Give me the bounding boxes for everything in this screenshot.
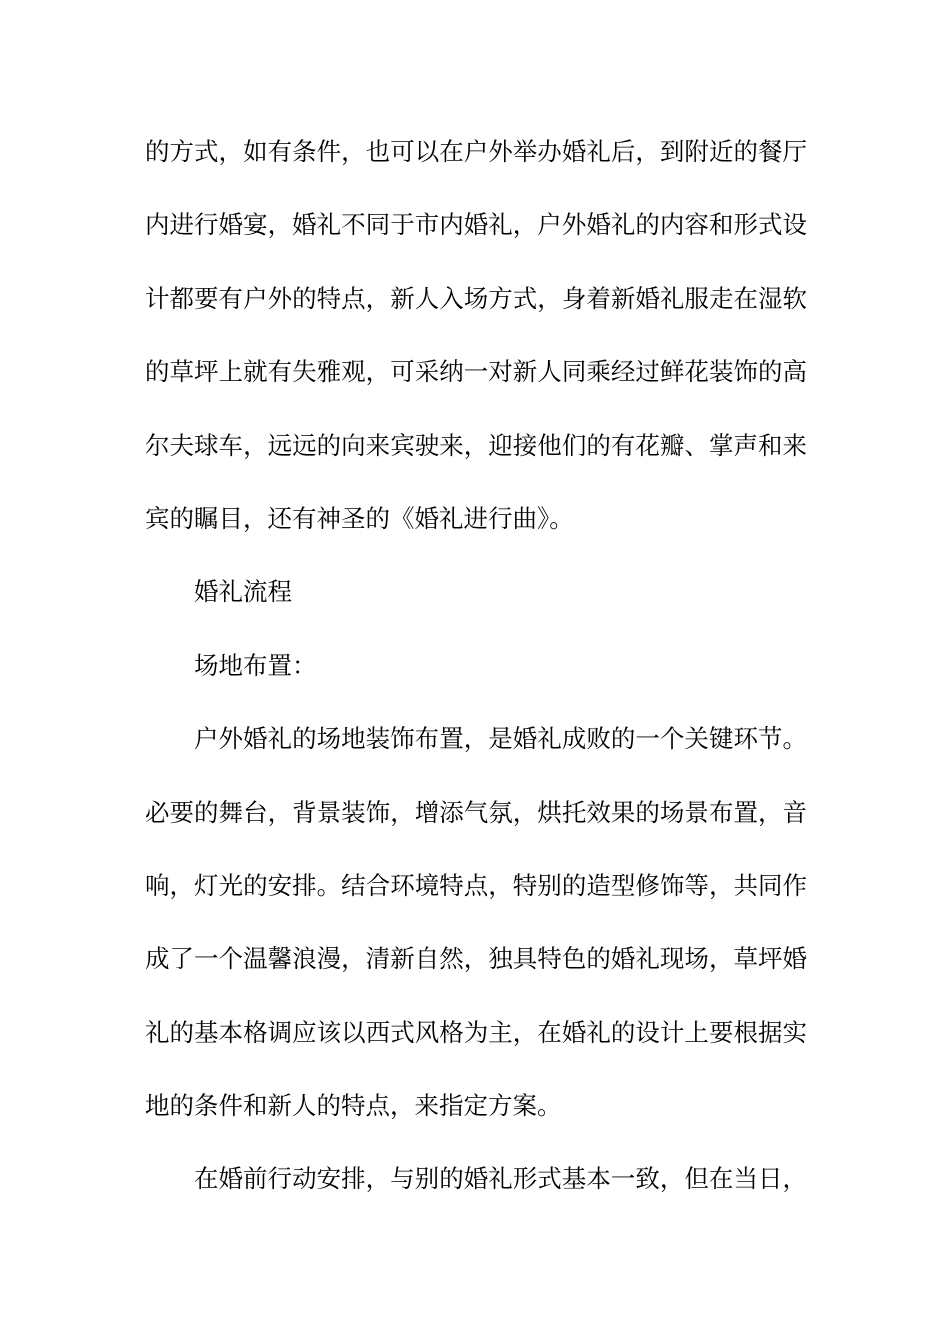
paragraph-line: 地的条件和新人的特点，来指定方案。 xyxy=(145,1091,562,1121)
paragraph-line: 户外婚礼的场地装饰布置，是婚礼成败的一个关键环节。 xyxy=(194,724,807,754)
paragraph-line: 的草坪上就有失雅观，可采纳一对新人同乘经过鲜花装饰的高 xyxy=(145,357,807,387)
subsection-heading: 场地布置： xyxy=(194,650,317,680)
paragraph-line: 计都要有户外的特点，新人入场方式，身着新婚礼服走在湿软 xyxy=(145,283,807,313)
paragraph-line: 宾的瞩目，还有神圣的《婚礼进行曲》。 xyxy=(145,503,574,533)
paragraph-line: 响，灯光的安排。结合环境特点，特别的造型修饰等，共同作 xyxy=(145,870,807,900)
paragraph-line: 内进行婚宴，婚礼不同于市内婚礼，户外婚礼的内容和形式设 xyxy=(145,210,807,240)
paragraph-line: 必要的舞台，背景装饰，增添气氛，烘托效果的场景布置，音 xyxy=(145,797,807,827)
document-body xyxy=(145,128,807,1229)
section-heading: 婚礼流程 xyxy=(194,577,292,607)
paragraph-line: 礼的基本格调应该以西式风格为主，在婚礼的设计上要根据实 xyxy=(145,1017,807,1047)
paragraph-line: 在婚前行动安排，与别的婚礼形式基本一致，但在当日， xyxy=(194,1164,807,1194)
paragraph-line: 的方式，如有条件，也可以在户外举办婚礼后，到附近的餐厅 xyxy=(145,137,807,166)
paragraph-line: 尔夫球车，远远的向来宾驶来，迎接他们的有花瓣、掌声和来 xyxy=(145,430,807,460)
paragraph-line: 成了一个温馨浪漫，清新自然，独具特色的婚礼现场，草坪婚 xyxy=(145,944,807,974)
